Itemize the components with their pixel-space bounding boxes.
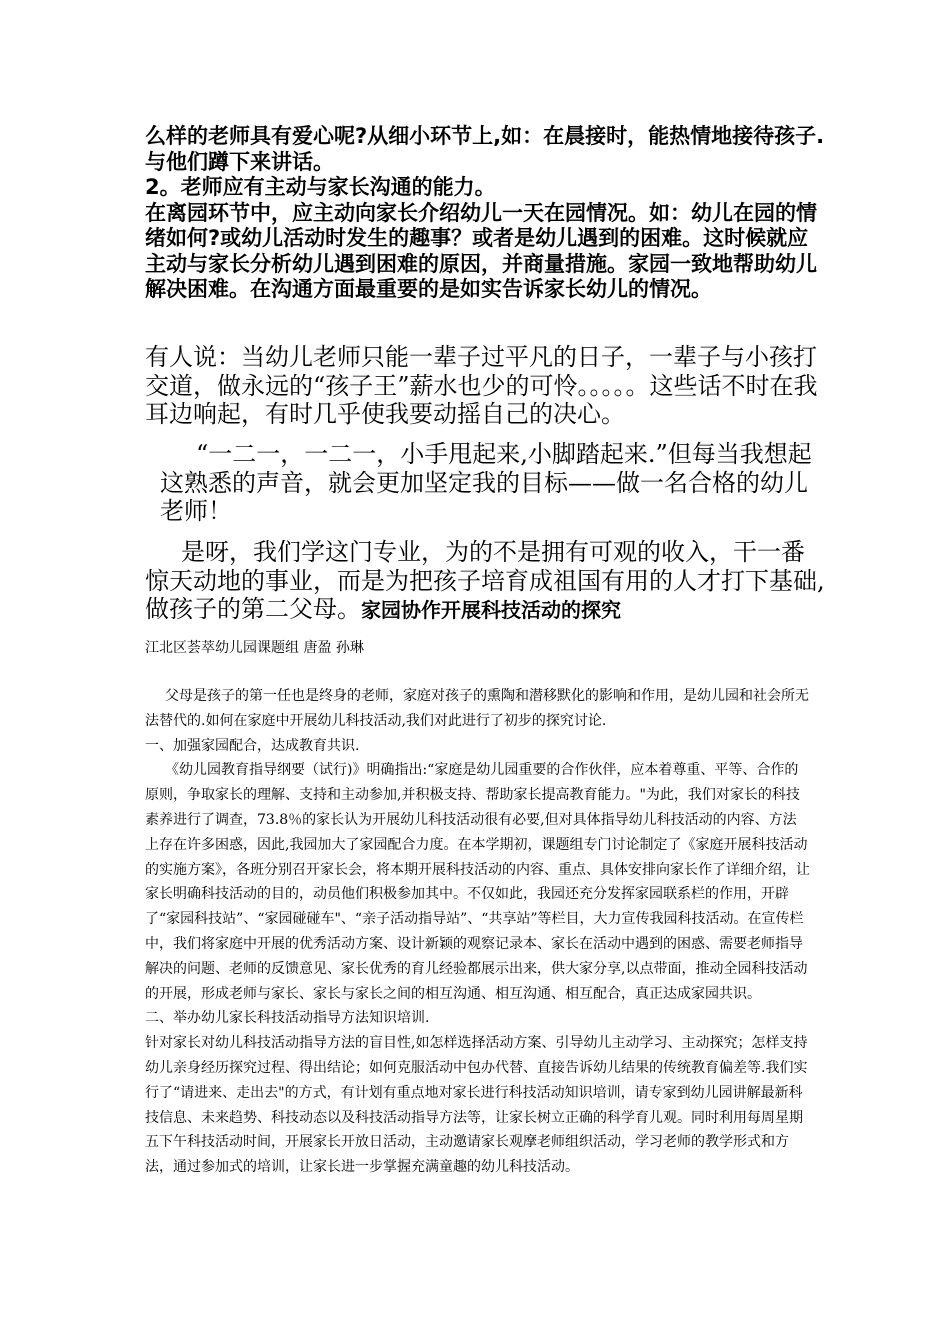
article-body — [145, 684, 810, 1180]
essay-paragraph: 有人说：当幼儿老师只能一辈子过平凡的日子，一辈子与小孩打交道，做永远的“孩子王”薪水也少的可怜。。。。。这些话不时在我耳边响起，有时几乎使我要动摇自己的决心。 — [145, 343, 818, 428]
bold-heading: 2。老师应有主动与家长沟通的能力。 — [145, 175, 496, 199]
essay-paragraph — [160, 440, 825, 526]
body-paragraph: 《幼儿园教育指导纲要（试行)》明确指出:“家庭是幼儿园重要的合作伙伴，应本着尊重、平等、合作的原则，争取家长的理解、支持和主动参加,并积极支持、帮助家长提高教育能力。"为此，我们对家长的科技素养进行了调查，73.8％的家长认为开展幼儿科技活动很有必要,但对具体指导幼儿科技活动的内容、方法上存在许多困惑，因此,我园加大了家园配合力度。在本学期初，课题组专门讨论制定了《家庭开展科技活动的实施方案》，各班分别召开家长会，将本期开展科技活动的内容、重点、具体安排向家长作了详细介绍，让家长明确科技活动的目的，动员他们积极参加其中。不仅如此，我园还充分发挥家园联系栏的作用，开辟了“家园科技站”、“家园碰碰车"、“亲子活动指导站”、“共享站”等栏目，大力宣传我园科技活动。在宣传栏中，我们将家庭中开展的优秀活动方案、设计新颖的观察记录本、家长在活动中遇到的困惑、需要老师指导解决的问题、老师的反馈意见、家长优秀的育儿经验都展示出来，供大家分享,以点带面，推动全园科技活动的开展，形成老师与家长、家长与家长之间的相互沟通、相互沟通、相互配合，真正达成家园共识。 — [145, 762, 810, 1002]
body-paragraph: 父母是孩子的第一任也是终身的老师，家庭对孩子的熏陶和潜移默化的影响和作用，是幼儿园和社会所无法替代的.如何在家庭中开展幼儿科技活动,我们对此进行了初步的探究讨论. — [145, 688, 809, 729]
bold-paragraph: 么样的老师具有爱心呢?从细小环节上,如：在晨接时，能热情地接待孩子.与他们蹲下来讲话。 — [145, 124, 825, 174]
article-title: 家园协作开展科技活动的探究 — [361, 598, 621, 622]
essay-paragraph-text: 是呀，我们学这门专业，为的不是拥有可观的收入，干一番惊天动地的事业，而是为把孩子培育成祖国有用的人才打下基础,做孩子的第二父母。 — [145, 538, 825, 623]
bold-paragraph: 在离园环节中，应主动向家长介绍幼儿一天在园情况。如：幼儿在园的情绪如何?或幼儿活动时发生的趣事？或者是幼儿遇到的困难。这时候就应主动与家长分析幼儿遇到困难的原因，并商量措施。家园一致地帮助幼儿解决困难。在沟通方面最重要的是如实告诉家长幼儿的情况。 — [145, 200, 817, 301]
author-line: 江北区荟萃幼儿园课题组 唐盈 孙琳 — [145, 640, 364, 656]
bold-text-block — [145, 124, 825, 303]
essay-paragraph — [145, 538, 825, 625]
body-paragraph: 针对家长对幼儿科技活动指导方法的盲目性,如怎样选择活动方案、引导幼儿主动学习、主动探究；怎样支持幼儿亲身经历探究过程、得出结论；如何克服活动中包办代替、直接告诉幼儿结果的传统教育偏差等.我们实行了“请进来、走出去"的方式，有计划有重点地对家长进行科技活动知识培训，请专家到幼儿园讲解最新科技信息、未来趋势、科技动态以及科技活动指导方法等，让家长树立正确的科学育儿观。同时利用每周星期五下午科技活动时间，开展家长开放日活动，主动邀请家长观摩老师组织活动，学习老师的教学形式和方法，通过参加式的培训，让家长进一步掌握充满童趣的幼儿科技活动。 — [145, 1035, 808, 1176]
section-heading: 二、举办幼儿家长科技活动指导方法知识培训. — [145, 1010, 430, 1027]
section-heading: 一、加强家园配合，达成教育共识. — [145, 737, 360, 754]
essay-paragraph-text: “一二一，一二一，小手甩起来,小脚踏起来.”但每当我想起这熟悉的声音，就会更加坚定我的目标——做一名合格的幼儿老师！ — [160, 440, 812, 525]
